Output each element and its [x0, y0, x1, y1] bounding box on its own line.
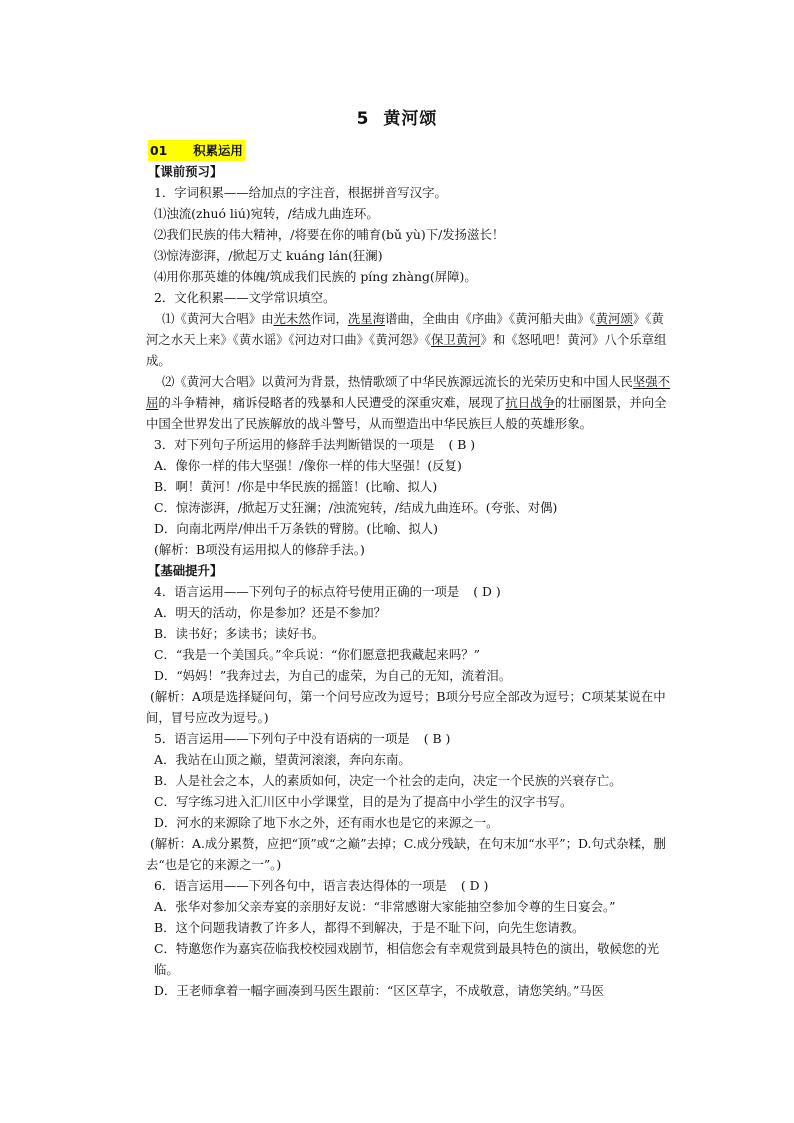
q6-option-b: B．这个问题我请教了许多人，都得不到解决，于是不耻下问，向先生您请教。 [154, 920, 585, 935]
blank-spirit: 坚强不屈 [146, 374, 671, 410]
q5-answer: ( B ) [423, 731, 451, 746]
page-title [0, 104, 794, 129]
q1-item-1: ⑴浊流(zhuó liú)宛转，/结成九曲连环。 [154, 206, 379, 221]
q1-stem: 1．字词积累——给加点的字注音，根据拼音写汉字。 [154, 185, 447, 200]
q3-analysis: (解析：B项没有运用拟人的修辞手法。) [154, 542, 365, 557]
q6-option-c: C．特邀您作为嘉宾莅临我校校园戏剧节，相信您会有幸观赏到最具特色的演出，敬候您的光临。 [154, 941, 660, 977]
q1-item-4: ⑷用你那英雄的体魄/筑成我们民族的 píng zhàng(屏障)。 [154, 269, 477, 284]
q5-option-c: C．写字练习进入汇川区中小学课堂，目的是为了提高中小学生的汉字书写。 [154, 794, 573, 809]
q5-option-b: B．人是社会之本，人的素质如何，决定一个社会的走向，决定一个民族的兴衰存亡。 [154, 773, 622, 788]
section-label: 01 积累运用 [148, 140, 245, 161]
blank-movement-3: 黄河颂 [595, 311, 633, 326]
q6-answer: ( D ) [460, 878, 489, 893]
q4-analysis: (解析：A项是选择疑问句，第一个问号应改为逗号；B项分号应全部改为逗号；C项某某说在中间，冒号应改为逗号。) [146, 689, 666, 725]
document-body [146, 140, 676, 1001]
q4-option-d: D．“妈妈！”我奔过去，为自己的虚荣，为自己的无知，流着泪。 [154, 668, 512, 683]
q4-stem: 4．语言运用——下列句子的标点符号使用正确的一项是 ( D ) [154, 584, 501, 599]
q6-option-d: D．王老师拿着一幅字画凑到马医生跟前：“区区草字，不成敬意，请您笑纳。”马医 [154, 983, 605, 998]
blank-war: 抗日战争 [505, 395, 555, 410]
lesson-title: 黄河颂 [383, 109, 438, 129]
q2-stem: 2．文化积累——文学常识填空。 [154, 290, 336, 305]
heading-basic: 【基础提升】 [148, 563, 223, 578]
section-header [146, 140, 676, 161]
q3-option-c: C．惊涛澎湃，/掀起万丈狂澜；/浊流宛转，/结成九曲连环。(夸张、对偶) [154, 500, 558, 515]
q6-option-a: A．张华对参加父亲寿宴的亲朋好友说：“非常感谢大家能抽空参加令尊的生日宴会。” [154, 899, 616, 914]
q3-option-d: D．向南北两岸/伸出千万条铁的臂膀。(比喻、拟人) [154, 521, 438, 536]
q4-answer: ( D ) [473, 584, 501, 599]
q4-option-c: C．“我是一个美国兵。”伞兵说：“你们愿意把我藏起来吗？” [154, 647, 480, 662]
q3-option-b: B．啊！黄河！/你是中华民族的摇篮！(比喻、拟人) [154, 479, 438, 494]
q2-paragraph-2: ⑵《黄河大合唱》以黄河为背景，热情歌颂了中华民族源远流长的光荣历史和中国人民坚强不屈的斗争精神，痛诉侵略者的残暴和人民遭受的深重灾难，展现了抗日战争的壮丽图景，并向全中国全世界发出了民族解放的战斗警号，从而塑造出中华民族巨人般的英雄形象。 [146, 374, 671, 431]
q6-stem: 6．语言运用——下列各句中，语言表达得体的一项是 ( D ) [154, 878, 489, 893]
q1-item-3: ⑶惊涛澎湃，/掀起万丈 kuáng lán(狂澜) [154, 248, 383, 263]
blank-movement-7: 保卫黄河 [430, 332, 481, 347]
q5-stem: 5．语言运用——下列句子中没有语病的一项是 ( B ) [154, 731, 451, 746]
q1-item-2: ⑵我们民族的伟大精神，/将要在你的哺育(bǔ yù)下/发扬滋长！ [154, 227, 505, 242]
q5-option-d: D．河水的来源除了地下水之外，还有雨水也是它的来源之一。 [154, 815, 499, 830]
q3-option-a: A．像你一样的伟大坚强！/像你一样的伟大坚强！(反复) [154, 458, 462, 473]
lesson-number: 5 [356, 109, 370, 129]
q3-stem: 3．对下列句子所运用的修辞手法判断错误的一项是 ( B ) [154, 437, 476, 452]
blank-lyricist: 光未然 [273, 311, 311, 326]
blank-composer: 冼星海 [347, 311, 386, 326]
q3-answer: ( B ) [448, 437, 476, 452]
q5-option-a: A．我站在山顶之巅，望黄河滚滚，奔向东南。 [154, 752, 411, 767]
q2-paragraph-1: ⑴《黄河大合唱》由光未然作词，冼星海谱曲，全曲由《序曲》《黄河船夫曲》《黄河颂》《黄河之水天上来》《黄水谣》《河边对口曲》《黄河怨》《保卫黄河》和《怒吼吧！黄河》八个乐章组成。 [146, 311, 667, 368]
q4-option-a: A．明天的活动，你是参加？还是不参加？ [154, 605, 386, 620]
heading-preview: 【课前预习】 [148, 164, 223, 179]
q5-analysis: (解析：A.成分累赘，应把“顶”或“之巅”去掉；C.成分残缺，在句末加“水平”；D.句式杂糅，删去“也是它的来源之一”。) [146, 836, 666, 872]
q4-option-b: B．读书好；多读书；读好书。 [154, 626, 325, 641]
